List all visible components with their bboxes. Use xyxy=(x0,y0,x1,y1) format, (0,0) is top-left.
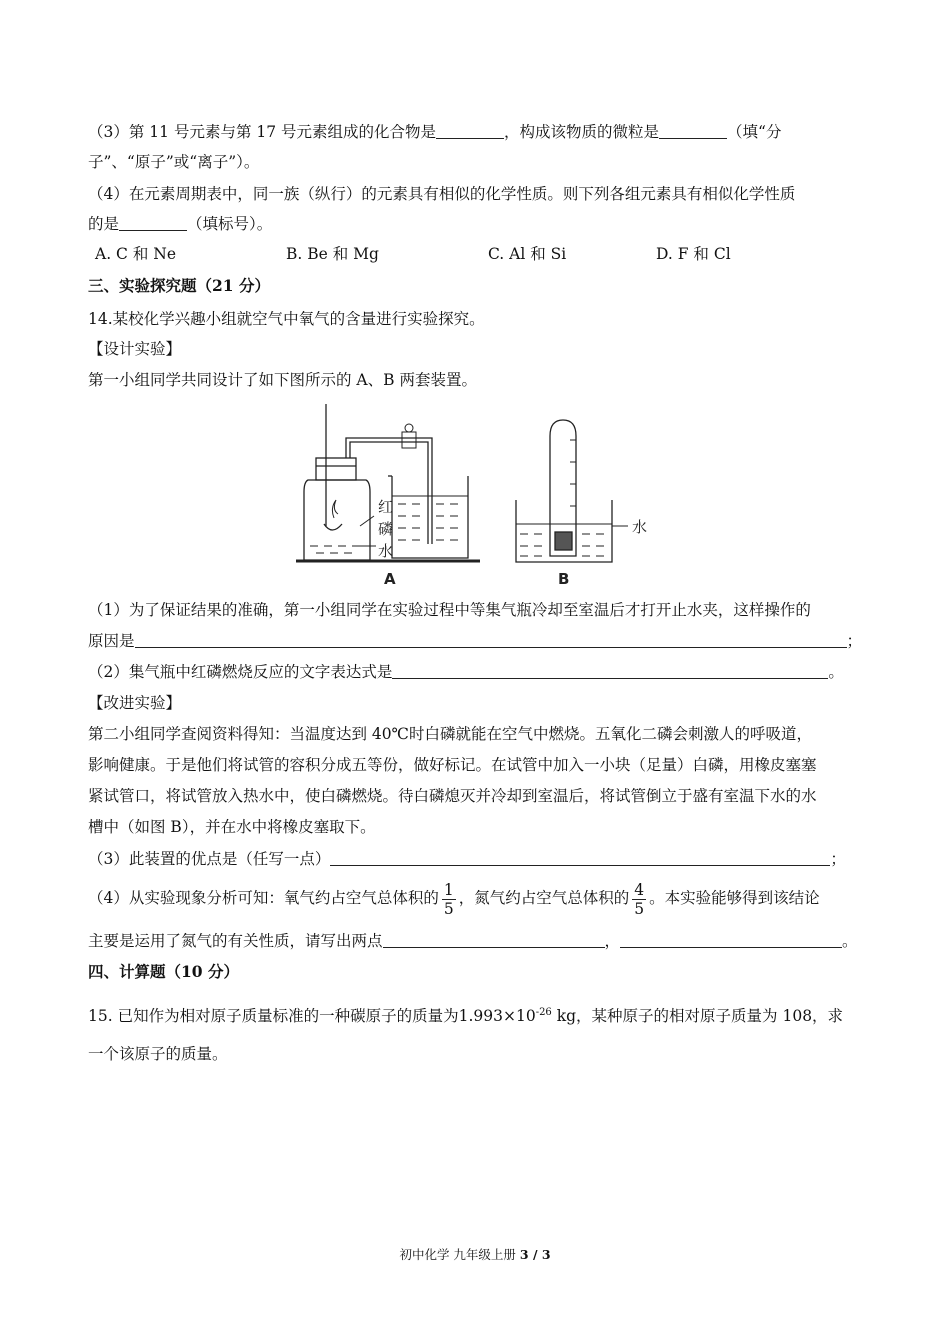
q14-s4-line1: （4）从实验现象分析可知：氧气约占空气总体积的 $\frac{1}{5}$ ，氮气约占空气总体积的 $\frac{4}{5}$ 。本实验能够得到该结论 xyxy=(88,880,820,918)
design-text: 第一小组同学共同设计了如下图所示的 A、B 两套装置。 xyxy=(88,371,477,389)
section-3-title: 三、实验探究题（21 分） xyxy=(88,276,270,295)
q15-line2: 一个该原子的质量。 xyxy=(88,1045,228,1063)
label-phosphorus: 磷 xyxy=(378,520,394,538)
q14-s1-line2: 原因是 ； xyxy=(88,632,863,650)
q14-s4-line2: 主要是运用了氮气的有关性质，请写出两点 ， 。 xyxy=(88,932,858,950)
answer-blank[interactable] xyxy=(659,123,727,139)
option-c: C. Al 和 Si xyxy=(488,245,567,263)
page-footer: 初中化学 九年级上册 3 / 3 xyxy=(399,1247,551,1262)
clip xyxy=(402,432,416,448)
label-red: 红 xyxy=(378,498,394,516)
answer-blank[interactable] xyxy=(436,123,504,139)
label-water-a: 水 xyxy=(378,542,394,560)
water-trough xyxy=(516,500,612,562)
answer-blank[interactable] xyxy=(330,850,830,866)
experiment-apparatus-figure xyxy=(280,396,660,588)
q13-part3-line2: 子”、“原子”或“离子”）。 xyxy=(88,153,260,171)
design-heading: 【设计实验】 xyxy=(88,340,182,358)
combustion-spoon xyxy=(324,524,342,530)
q14-s3: （3）此装置的优点是（任写一点） ； xyxy=(88,850,846,868)
label-apparatus-b: B xyxy=(558,570,570,588)
q15-line1: 15. 已知作为相对原子质量标准的一种碳原子的质量为$1.993\times 10^{-26}$ kg，某种原子的相对原子质量为 108，求 xyxy=(88,1007,844,1026)
improve-text-1: 第二小组同学查阅资料得知：当温度达到 40℃时白磷就能在空气中燃烧。五氧化二磷会刺激人的呼吸道， xyxy=(88,725,812,743)
improve-text-2: 影响健康。于是他们将试管的容积分成五等份，做好标记。在试管中加入一小块（足量）白磷，用橡皮塞塞 xyxy=(88,756,817,774)
q13-part4-line2: 的是 （填标号）。 xyxy=(88,215,273,233)
answer-blank[interactable] xyxy=(135,632,847,648)
white-phosphorus-block xyxy=(555,532,572,550)
improve-text-4: 槽中（如图 B），并在水中将橡皮塞取下。 xyxy=(88,818,376,836)
q13-part3-line1: （3）第 11 号元素与第 17 号元素组成的化合物是 ，构成该物质的微粒是 （填“分 xyxy=(88,123,782,141)
q14-s1-line1: （1）为了保证结果的准确，第一小组同学在实验过程中等集气瓶冷却至室温后才打开止水夹，这样操作的 xyxy=(88,601,811,619)
improve-heading: 【改进实验】 xyxy=(88,694,182,712)
gas-jar xyxy=(304,480,370,560)
label-apparatus-a: A xyxy=(384,570,396,588)
beaker-a xyxy=(392,476,468,558)
answer-blank[interactable] xyxy=(392,663,828,679)
jar-water-lines xyxy=(310,546,360,553)
q14-s2: （2）集气瓶中红磷燃烧反应的文字表达式是 。 xyxy=(88,663,844,681)
answer-blank[interactable] xyxy=(620,932,842,948)
improve-text-3: 紧试管口，将试管放入热水中，使白磷燃烧。待白磷熄灭并冷却到室温后，将试管倒立于盛有室温下水的水 xyxy=(88,787,817,805)
rubber-stopper xyxy=(316,458,356,480)
q14-intro: 14.某校化学兴趣小组就空气中氧气的含量进行实验探究。 xyxy=(88,310,485,328)
label-water-b: 水 xyxy=(632,518,648,536)
q13-part4-line1: （4）在元素周期表中，同一族（纵行）的元素具有相似的化学性质。则下列各组元素具有相似化学性质 xyxy=(88,185,796,203)
answer-blank[interactable] xyxy=(383,932,605,948)
option-a: A. C 和 Ne xyxy=(95,245,176,263)
fraction-one-fifth: $\frac{1}{5}$ xyxy=(443,880,454,918)
fraction-four-fifths: $\frac{4}{5}$ xyxy=(634,880,645,918)
answer-blank[interactable] xyxy=(119,215,187,231)
section-4-title: 四、计算题（10 分） xyxy=(88,962,239,981)
option-b: B. Be 和 Mg xyxy=(286,245,379,263)
option-d: D. F 和 Cl xyxy=(656,245,731,263)
